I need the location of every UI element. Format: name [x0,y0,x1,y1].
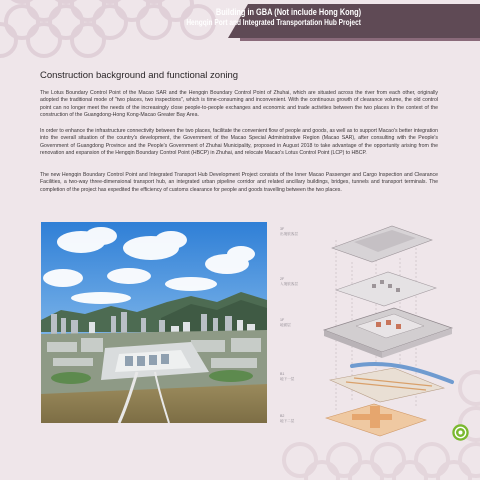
layer-label: B2 地下二层 [280,414,295,423]
section-heading: Construction background and functional zoning [40,70,239,81]
aerial-city-photo [41,222,267,423]
paragraph: The new Hengqin Boundary Control Point and Integrated Transport Hub Development Project consists of the Inner Macao Passenger and Cargo Inspection and Clearance Facilities, a two-way three-dimensional transport hub, an integrated urban pipeline corridor and related ancillary buildings, bridges, tunnels and transport terminals. The completion of the project has expedited the efficiency of customs clearance for people and goods travelling between the two places. [40,172,438,193]
layer-label: B1 地下一层 [280,372,295,381]
exploded-layer-diagram [276,222,456,440]
layer-label: 3F 出境旅客层 [280,227,298,236]
header-subtitle: Hengqin Port and Integrated Transportation Hub Project [186,18,361,27]
header-title: Building in GBA (Not include Hong Kong) [215,7,361,17]
layer-label: 2F 入境旅客层 [280,277,298,286]
paragraph: In order to enhance the infrastructure connectivity between the two places, facilitate the convenient flow of people and goods, as well as to support Macao's better integration into the overall situation of the country's development, the Government of the Macao Special Administrative Region (Macao SAR), after consulting with the People's Government of Guangdong Province and the People's Government of Zhuhai Municipality, proposed in August 2018 to take advantage of the opportunity arising from the renovation and expansion of the Hengqin Boundary Control Point (HBCP) in Zhuhai, and relocate Macao's Lotus Control Point (LCP) to HBCP. [40,128,438,156]
paragraph: The Lotus Boundary Control Point of the Macao SAR and the Hengqin Boundary Control Point of Zhuhai, which are situated across the river from each other, originally adopted the traditional mode of "two places, two inspections", which is time-consuming and inconvenient. With the continuous growth of clearance volume, the old control point can no longer meet the needs of the increasingly close people-to-people exchanges and economic and trade activities between the two places in the context of the construction of the Guangdong-Hong Kong-Macao Greater Bay Area. [40,90,438,118]
layer-label: 1F 地面层 [280,318,291,327]
header-ribbon-strip [240,38,480,41]
logo-icon [452,424,469,441]
